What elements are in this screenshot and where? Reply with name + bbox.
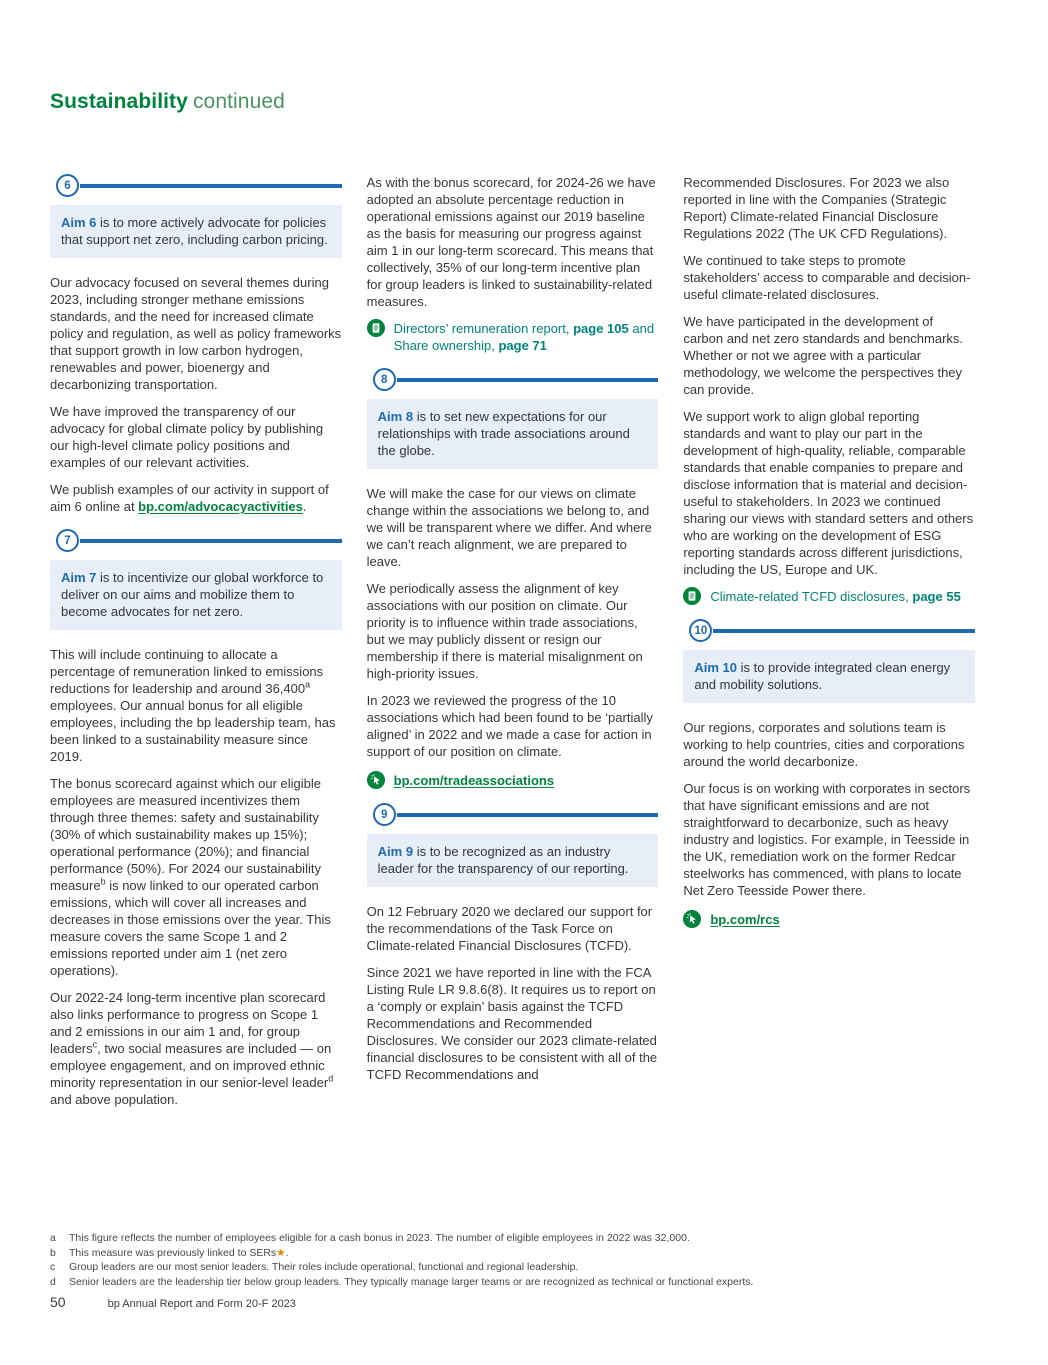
aim-8-rule xyxy=(397,378,659,382)
paragraph-advocacy-link xyxy=(50,481,342,515)
paragraph-bonus-scorecard xyxy=(50,775,342,979)
aim-10-rule xyxy=(713,629,975,633)
aim-6-header xyxy=(50,174,342,198)
footnote-label: b xyxy=(50,1246,56,1259)
paragraph-associations-alignment: We periodically assess the alignment of key associations with our position on climate. Our priority is to influence within trade associations, but we may publicly dissent or resign our membership if there is material misalignment on high-priority issues. xyxy=(366,581,643,681)
paragraph-advocacy-transparency: We have improved the transparency of our advocacy for global climate policy by publishing our high-level climate policy positions and examples of our relevant activities. xyxy=(50,404,324,470)
footnote-text xyxy=(69,1246,289,1261)
aim-7-header xyxy=(50,529,342,553)
footnotes xyxy=(50,1231,995,1289)
footnote-text: This measure was previously linked to SERs xyxy=(69,1246,277,1259)
footnote-marker-a: a xyxy=(305,679,311,690)
paragraph-trade-associations-case: We will make the case for our views on climate change within the associations we belong to, and we will be transparent where we differ. And where we can’t reach alignment, we are prepared to leave. xyxy=(366,486,652,569)
aim-6-text: is to more actively advocate for policies that support net zero, including carbon pricing. xyxy=(61,215,328,247)
aim-8-number-badge: 8 xyxy=(373,368,396,391)
aim-10-callout xyxy=(683,619,975,703)
column-1 xyxy=(50,174,342,1118)
paragraph-ltip-scorecard xyxy=(50,989,342,1108)
footnote-marker-d: d xyxy=(328,1073,334,1084)
paragraph-advocacy-themes: Our advocacy focused on several themes during 2023, including stronger methane emissions standards, and the need for increased climate policy and regulation, as well as policy frameworks that support growth in low carbon hydrogen, renewables and power, bioenergy and decarbonizing transportation. xyxy=(50,275,342,392)
column-2 xyxy=(367,174,659,1118)
cursor-click-icon xyxy=(367,771,385,789)
page-title xyxy=(50,90,285,114)
aim-7-callout xyxy=(50,529,342,630)
aim-6-number-badge: 6 xyxy=(56,174,79,197)
aim-6-callout xyxy=(50,174,342,258)
aim-7-text: is to incentivize our global workforce to deliver on our aims and mobilize them to become advocates for net zero. xyxy=(61,570,324,619)
aim-8-header xyxy=(367,368,659,392)
paragraph-recommended-disclosures: Recommended Disclosures. For 2023 we also reported in line with the Companies (Strategic Report) Climate-related Financial Disclosure Regulations 2022 (The UK CFD Regulations). xyxy=(683,175,950,241)
aim-10-description-box xyxy=(683,650,975,703)
aim-10-text: is to provide integrated clean energy and mobility solutions. xyxy=(694,660,951,692)
aim-8-callout xyxy=(367,368,659,469)
footnote-text: . xyxy=(285,1246,289,1259)
reference-page-number: page 105 xyxy=(573,321,629,336)
content-columns xyxy=(50,174,975,1118)
trade-associations-link-row[interactable] xyxy=(367,772,659,789)
footnote-marker-b: b xyxy=(100,876,106,887)
reference-text: Climate-related TCFD disclosures, xyxy=(710,589,913,604)
aim-6-description-box xyxy=(50,205,342,258)
aim-7-description-box xyxy=(50,560,342,630)
footnote-text: Senior leaders are the leadership tier below group leaders. They typically manage larger teams or are recognized as technical or functional experts. xyxy=(69,1275,754,1288)
reference-text: Directors’ remuneration report, xyxy=(393,321,574,336)
paragraph-bonus-2024-26: As with the bonus scorecard, for 2024-26 we have adopted an absolute percentage reduction in operational emissions against our 2019 baseline as the basis for measuring our progress against aim 1 in our long-term scorecard. This means that collectively, 35% of our long-term incentive plan for group leaders is linked to sustainability-related measures. xyxy=(366,175,656,309)
paragraph-text: We publish examples of our activity in support of aim 6 online at xyxy=(50,482,329,514)
aim-9-header xyxy=(367,803,659,827)
tcfd-disclosures-reference[interactable] xyxy=(683,588,975,605)
report-name: bp Annual Report and Form 20-F 2023 xyxy=(107,1298,296,1310)
rcs-link-row[interactable] xyxy=(683,911,975,928)
footnote-label: d xyxy=(50,1275,56,1288)
footnote-d xyxy=(50,1275,995,1290)
reference-page-number: page 55 xyxy=(912,589,961,604)
aim-7-label: Aim 7 xyxy=(61,570,97,585)
page-number: 50 xyxy=(50,1294,66,1310)
footnote-label: c xyxy=(50,1261,56,1273)
aim-7-number-badge: 7 xyxy=(56,529,79,552)
section-title: Sustainability xyxy=(50,90,188,113)
advocacy-activities-link[interactable]: bp.com/advocacyactivities xyxy=(138,499,303,514)
paragraph-text: , two social measures are included — on employee engagement, and on improved ethnic minority representation in our senior-level leader xyxy=(50,1041,332,1090)
paragraph-remuneration xyxy=(50,646,342,765)
document-icon xyxy=(367,319,385,337)
aim-9-rule xyxy=(397,813,659,817)
aim-9-description-box xyxy=(367,834,659,887)
aim-9-callout xyxy=(367,803,659,887)
page-footer xyxy=(50,1294,296,1310)
footnote-a xyxy=(50,1231,995,1246)
reference-text: and Share ownership, xyxy=(393,321,655,353)
aim-8-label: Aim 8 xyxy=(377,409,414,424)
paragraph-text: is now linked to our operated carbon emissions, which will cover all increases and decreases in those emissions over the year. This measure covers the same Scope 1 and 2 emissions reported under aim 1 (net zero operations). xyxy=(50,878,331,978)
trade-associations-link[interactable]: bp.com/tradeassociations xyxy=(393,773,555,788)
footnote-b xyxy=(50,1246,995,1261)
document-icon xyxy=(683,587,701,605)
column-3 xyxy=(683,174,975,1118)
footnote-label: a xyxy=(50,1232,56,1244)
paragraph-text: employees. Our annual bonus for all eligible employees, including the bp leadership team, has been linked to a sustainability measure since 2019. xyxy=(50,698,336,764)
paragraph-tcfd-support: On 12 February 2020 we declared our support for the recommendations of the Task Force on Climate-related Financial Disclosures (TCFD). xyxy=(366,904,653,953)
footnote-marker-c: c xyxy=(92,1039,98,1050)
reference-text xyxy=(394,320,659,354)
paragraph-stakeholder-access: We continued to take steps to promote stakeholders’ access to comparable and decision-useful climate-related disclosures. xyxy=(683,253,971,302)
aim-8-text: is to set new expectations for our relationships with trade associations around the globe. xyxy=(377,409,630,458)
rcs-link[interactable]: bp.com/rcs xyxy=(710,912,780,927)
aim-10-number-badge: 10 xyxy=(689,619,712,642)
aim-7-rule xyxy=(80,539,342,543)
reference-text xyxy=(710,588,960,605)
aim-9-number-badge: 9 xyxy=(373,803,396,826)
paragraph-text: Our 2022-24 long-term incentive plan scorecard also links performance to progress on Scope 1 and 2 emissions in our aim 1 and, for group leaders xyxy=(50,990,326,1056)
paragraph-global-reporting: We support work to align global reporting standards and want to play our part in the development of high-quality, reliable, comparable standards that enable companies to prepare and disclose information that is material and decision-useful to stakeholders. In 2023 we continued sharing our views with standard setters and others who are working on the development of ESG reporting standards across different jurisdictions, including the US, Europe and UK. xyxy=(683,409,974,577)
aim-10-header xyxy=(683,619,975,643)
star-icon: ★ xyxy=(276,1246,286,1259)
paragraph-teesside: Our focus is on working with corporates in sectors that have significant emissions and are not straightforward to decarbonize, such as heavy industry and logistics. For example, in Teesside in the UK, remediation work on the former Redcar steelworks has commenced, with plans to locate Net Zero Teesside Power there. xyxy=(683,781,971,898)
paragraph-text: . xyxy=(302,499,307,514)
footnote-text: Group leaders are our most senior leaders. Their roles include operational, functional and regional leadership. xyxy=(69,1261,579,1273)
cursor-click-icon xyxy=(683,910,701,928)
aim-10-label: Aim 10 xyxy=(694,660,737,675)
paragraph-text: and above population. xyxy=(50,1092,178,1107)
paragraph-text: This will include continuing to allocate a percentage of remuneration linked to emissions reductions for leadership and around 36,400 xyxy=(50,647,324,696)
paragraph-regions-corporates: Our regions, corporates and solutions team is working to help countries, cities and corporations around the world decarbonize. xyxy=(683,720,965,769)
aim-8-description-box xyxy=(367,399,659,469)
paragraph-text: The bonus scorecard against which our eligible employees are measured incentivizes them through three themes: safety and sustainability (30% of which sustainability makes up 15%); operational performance (20%); and financial performance (50%). For 2024 our sustainability measure xyxy=(50,776,321,893)
aim-6-label: Aim 6 xyxy=(61,215,97,230)
aim-9-text: is to be recognized as an industry leader for the transparency of our reporting. xyxy=(377,844,629,876)
paragraph-fca-listing: Since 2021 we have reported in line with the FCA Listing Rule LR 9.8.6(8). It requires us to report on a ‘comply or explain’ basis against the TCFD Recommendations and Recommended Disclosures. We consider our 2023 climate-related financial disclosures to be consistent with all of the TCFD Recommendations and xyxy=(366,965,658,1082)
paragraph-standards-benchmarks: We have participated in the development of carbon and net zero standards and benchmarks. Whether or not we agree with a particular methodology, we welcome the perspectives they can provide. xyxy=(683,314,964,397)
aim-9-label: Aim 9 xyxy=(377,844,414,859)
footnote-text: This figure reflects the number of employees eligible for a cash bonus in 2023. The number of eligible employees in 2022 was 32,000. xyxy=(69,1232,690,1244)
section-subtitle: continued xyxy=(192,90,285,113)
aim-6-rule xyxy=(80,184,342,188)
paragraph-associations-review: In 2023 we reviewed the progress of the 10 associations which had been found to be ‘partially aligned’ in 2022 and we made a case for action in support of our position on climate. xyxy=(366,693,653,759)
remuneration-report-reference[interactable] xyxy=(367,320,659,354)
reference-page-number: page 71 xyxy=(498,338,547,353)
footnote-c xyxy=(50,1260,995,1275)
